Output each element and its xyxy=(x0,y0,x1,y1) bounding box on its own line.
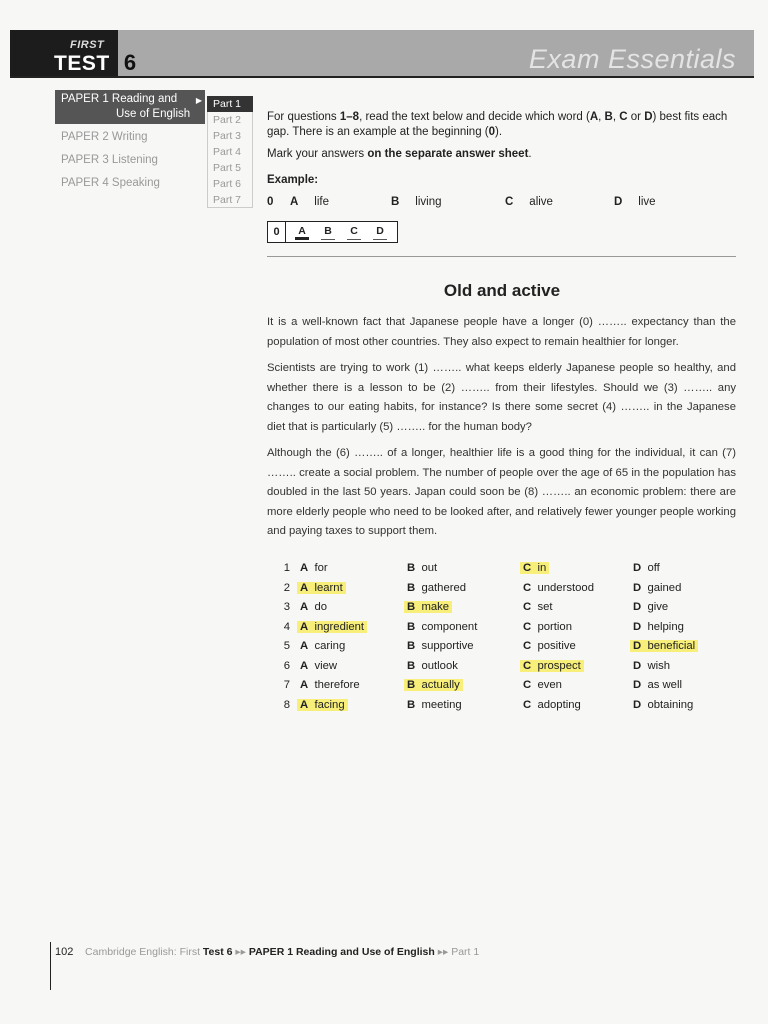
footer-paper: PAPER 1 Reading and Use of English xyxy=(248,946,435,958)
instructions: For questions 1–8, read the text below and decide which word (A, B, C or D) best fits each gap. There is an example at the beginning (0). xyxy=(267,111,728,138)
question-6-option-a[interactable]: A view xyxy=(300,659,338,672)
brand-title: Exam Essentials xyxy=(528,44,736,74)
test-label-block xyxy=(10,30,118,76)
example-option-a: A life xyxy=(290,196,329,208)
parts-list xyxy=(207,96,253,208)
test-label: TEST xyxy=(54,52,110,75)
question-8-option-b[interactable]: B meeting xyxy=(407,698,462,711)
nav-paper-1[interactable] xyxy=(55,90,205,124)
article-title: Old and active xyxy=(443,281,561,300)
question-1-option-c[interactable]: C in xyxy=(523,562,549,574)
test-number: 6 xyxy=(118,50,142,76)
question-2-option-c[interactable]: C understood xyxy=(523,581,594,594)
nav-paper-3[interactable]: PAPER 3 Listening xyxy=(61,154,158,166)
answer-box-d: D xyxy=(373,225,387,240)
example-option-b: B living xyxy=(391,196,442,208)
question-row-3 xyxy=(278,601,738,619)
page-footer xyxy=(55,946,479,958)
nav-paper-1-line2: Use of English xyxy=(116,108,191,120)
nav-part-3[interactable]: Part 3 xyxy=(207,128,253,144)
example-option-c: C alive xyxy=(505,196,553,208)
question-7-option-d[interactable]: D as well xyxy=(633,679,682,691)
question-4-option-a[interactable]: A ingredient xyxy=(300,621,367,633)
question-6-option-b[interactable]: B outlook xyxy=(407,659,458,672)
nav-paper-4[interactable]: PAPER 4 Speaking xyxy=(61,177,160,189)
question-1-option-d[interactable]: D off xyxy=(633,562,660,574)
triangle-right-icon: ▶ xyxy=(195,96,202,105)
question-row-2 xyxy=(278,582,738,600)
question-6-option-c[interactable]: C prospect xyxy=(523,660,584,672)
question-5-option-a[interactable]: A caring xyxy=(300,640,346,652)
question-5-option-b[interactable]: B supportive xyxy=(407,640,474,652)
question-8-option-d[interactable]: D obtaining xyxy=(633,698,694,711)
question-3-option-b[interactable]: B make xyxy=(407,601,452,613)
nav-part-6[interactable]: Part 6 xyxy=(207,176,253,192)
nav-part-5[interactable]: Part 5 xyxy=(207,160,253,176)
question-4-option-b[interactable]: B component xyxy=(407,620,478,633)
question-3-option-c[interactable]: C set xyxy=(523,601,553,613)
nav-paper-2[interactable]: PAPER 2 Writing xyxy=(61,131,148,143)
double-triangle-icon: ▸▸ xyxy=(437,946,449,958)
nav-paper-1-line1: PAPER 1 Reading and xyxy=(61,93,178,105)
page-number: 102 xyxy=(55,946,74,958)
question-number: 6 xyxy=(283,659,290,672)
nav-part-1[interactable]: Part 1 xyxy=(207,96,253,112)
example-option-d: D live xyxy=(614,196,656,208)
answer-box-a: A xyxy=(295,225,309,240)
question-number: 4 xyxy=(283,620,290,633)
question-4-option-d[interactable]: D helping xyxy=(633,620,684,633)
page-header xyxy=(10,30,754,76)
question-3-option-d[interactable]: D give xyxy=(633,601,669,613)
question-number: 5 xyxy=(283,640,290,652)
question-2-option-d[interactable]: D gained xyxy=(633,581,682,594)
section-divider xyxy=(267,256,736,257)
question-3-option-a[interactable]: A do xyxy=(300,601,328,613)
question-7-option-b[interactable]: B actually xyxy=(407,679,463,691)
question-row-6 xyxy=(278,660,738,678)
question-8-option-a[interactable]: A facing xyxy=(300,699,348,711)
article-paragraph-1: It is a well-known fact that Japanese people have a longer (0) …….. expectancy than the population of most other countries. They also expect to remain healthier for longer. xyxy=(267,316,736,348)
question-7-option-c[interactable]: C even xyxy=(523,679,562,691)
footer-source: Cambridge English: First xyxy=(85,946,203,958)
nav-part-4[interactable]: Part 4 xyxy=(207,144,253,160)
question-row-7 xyxy=(278,679,738,697)
answer-box-c: C xyxy=(347,225,361,240)
question-8-option-c[interactable]: C adopting xyxy=(523,698,581,711)
question-2-option-b[interactable]: B gathered xyxy=(407,581,467,594)
example-label: Example: xyxy=(267,174,319,186)
footer-part: Part 1 xyxy=(451,946,480,958)
article-paragraph-3: Although the (6) …….. of a longer, healthier life is a good thing for the individual, it can (7) …….. create a social problem. The number of people over the age of 65 in the population has doubled in the last 50 years. Japan could soon be (8) …….. an economic problem: there are more elderly people who need to be looked after, and relatively fewer younger people working and paying taxes to support them. xyxy=(267,447,736,537)
question-1-option-b[interactable]: B out xyxy=(407,562,438,574)
nav-part-2[interactable]: Part 2 xyxy=(207,112,253,128)
question-2-option-a[interactable]: A learnt xyxy=(300,582,346,594)
example-number: 0 xyxy=(267,196,274,208)
first-label: FIRST xyxy=(70,39,105,51)
question-number: 1 xyxy=(283,562,290,574)
question-number: 3 xyxy=(283,601,290,613)
answer-sheet-instruction: Mark your answers on the separate answer sheet. xyxy=(267,148,532,160)
answer-box-number: 0 xyxy=(268,222,286,242)
nav-part-7[interactable]: Part 7 xyxy=(207,192,253,208)
question-number: 8 xyxy=(283,698,290,711)
question-7-option-a[interactable]: A therefore xyxy=(300,679,360,691)
question-number: 2 xyxy=(283,581,290,594)
answer-box-b: B xyxy=(321,225,335,240)
header-divider xyxy=(10,76,754,78)
question-6-option-d[interactable]: D wish xyxy=(633,659,671,672)
question-row-8 xyxy=(278,699,738,717)
footer-test: Test 6 xyxy=(202,946,233,958)
question-row-4 xyxy=(278,621,738,639)
question-number: 7 xyxy=(283,679,290,691)
double-triangle-icon: ▸▸ xyxy=(235,946,246,958)
question-1-option-a[interactable]: A for xyxy=(300,562,328,574)
question-5-option-c[interactable]: C positive xyxy=(523,640,576,652)
question-5-option-d[interactable]: D beneficial xyxy=(633,640,698,652)
question-row-5 xyxy=(278,640,738,658)
question-4-option-c[interactable]: C portion xyxy=(523,620,572,633)
article-paragraph-2: Scientists are trying to work (1) …….. what keeps elderly Japanese people so healthy, and whether there is a lesson to be (2) …….. from their lifestyles. Should we (3) …….. any changes to our eating habits, for instance? Is there some secret (4) …….. in the Japanese diet that is particularly (5) …….. for the human body? xyxy=(267,362,736,433)
footer-rule xyxy=(50,942,51,990)
example-answer-box xyxy=(267,221,398,243)
question-row-1 xyxy=(278,562,738,580)
